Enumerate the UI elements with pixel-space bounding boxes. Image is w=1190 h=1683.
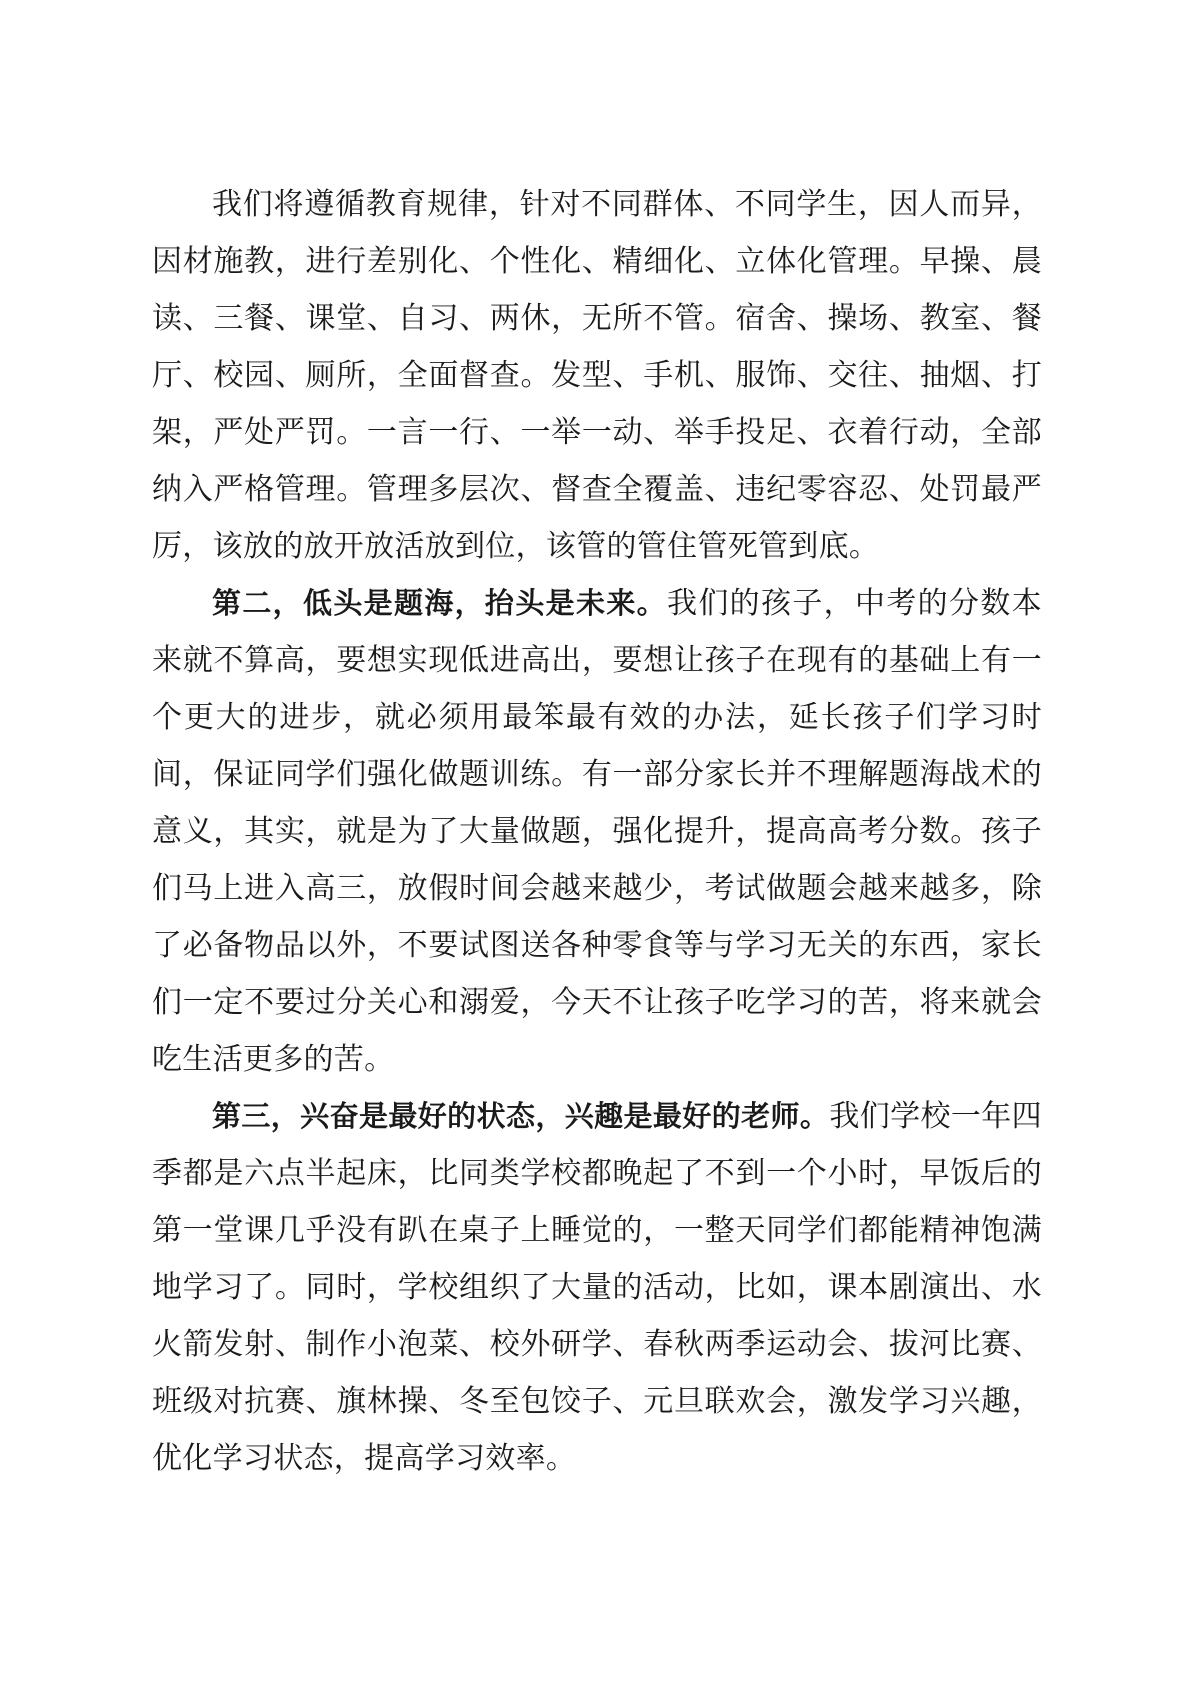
paragraph-lead: 第二，低头是题海，抬头是未来。	[212, 586, 668, 620]
paragraph-text: 我们的孩子，中考的分数本来就不算高，要想实现低进高出，要想让孩子在现有的基础上有一个更大的进步，就必须用最笨最有效的办法，延长孩子们学习时间，保证同学们强化做题训练。有一部分家长并不理解题海战术的意义，其实，就是为了大量做题，强化提升，提高高考分数。孩子们马上进入高三，放假时间会越来越少，考试做题会越来越多，除了必备物品以外，不要试图送各种零食等与学习无关的东西，家长们一定不要过分关心和溺爱，今天不让孩子吃学习的苦，将来就会吃生活更多的苦。	[152, 586, 1042, 1077]
paragraph-second-point	[152, 575, 1042, 1088]
paragraph-text: 我们将遵循教育规律，针对不同群体、不同学生，因人而异，因材施教，进行差别化、个性化、精细化、立体化管理。早操、晨读、三餐、课堂、自习、两休，无所不管。宿舍、操场、教室、餐厅、校园、厕所，全面督查。发型、手机、服饰、交往、抽烟、打架，严处严罚。一言一行、一举一动、举手投足、衣着行动，全部纳入严格管理。管理多层次、督查全覆盖、违纪零容忍、处罚最严厉，该放的放开放活放到位，该管的管住管死管到底。	[152, 187, 1042, 564]
document-body	[152, 176, 1042, 1487]
paragraph-management	[152, 176, 1042, 575]
paragraph-text: 我们学校一年四季都是六点半起床，比同类学校都晚起了不到一个小时，早饭后的第一堂课几乎没有趴在桌子上睡觉的，一整天同学们都能精神饱满地学习了。同时，学校组织了大量的活动，比如，课本剧演出、水火箭发射、制作小泡菜、校外研学、春秋两季运动会、拔河比赛、班级对抗赛、旗林操、冬至包饺子、元旦联欢会，激发学习兴趣，优化学习状态，提高学习效率。	[152, 1099, 1042, 1476]
paragraph-lead: 第三，兴奋是最好的状态，兴趣是最好的老师。	[212, 1099, 830, 1133]
paragraph-third-point	[152, 1088, 1042, 1487]
